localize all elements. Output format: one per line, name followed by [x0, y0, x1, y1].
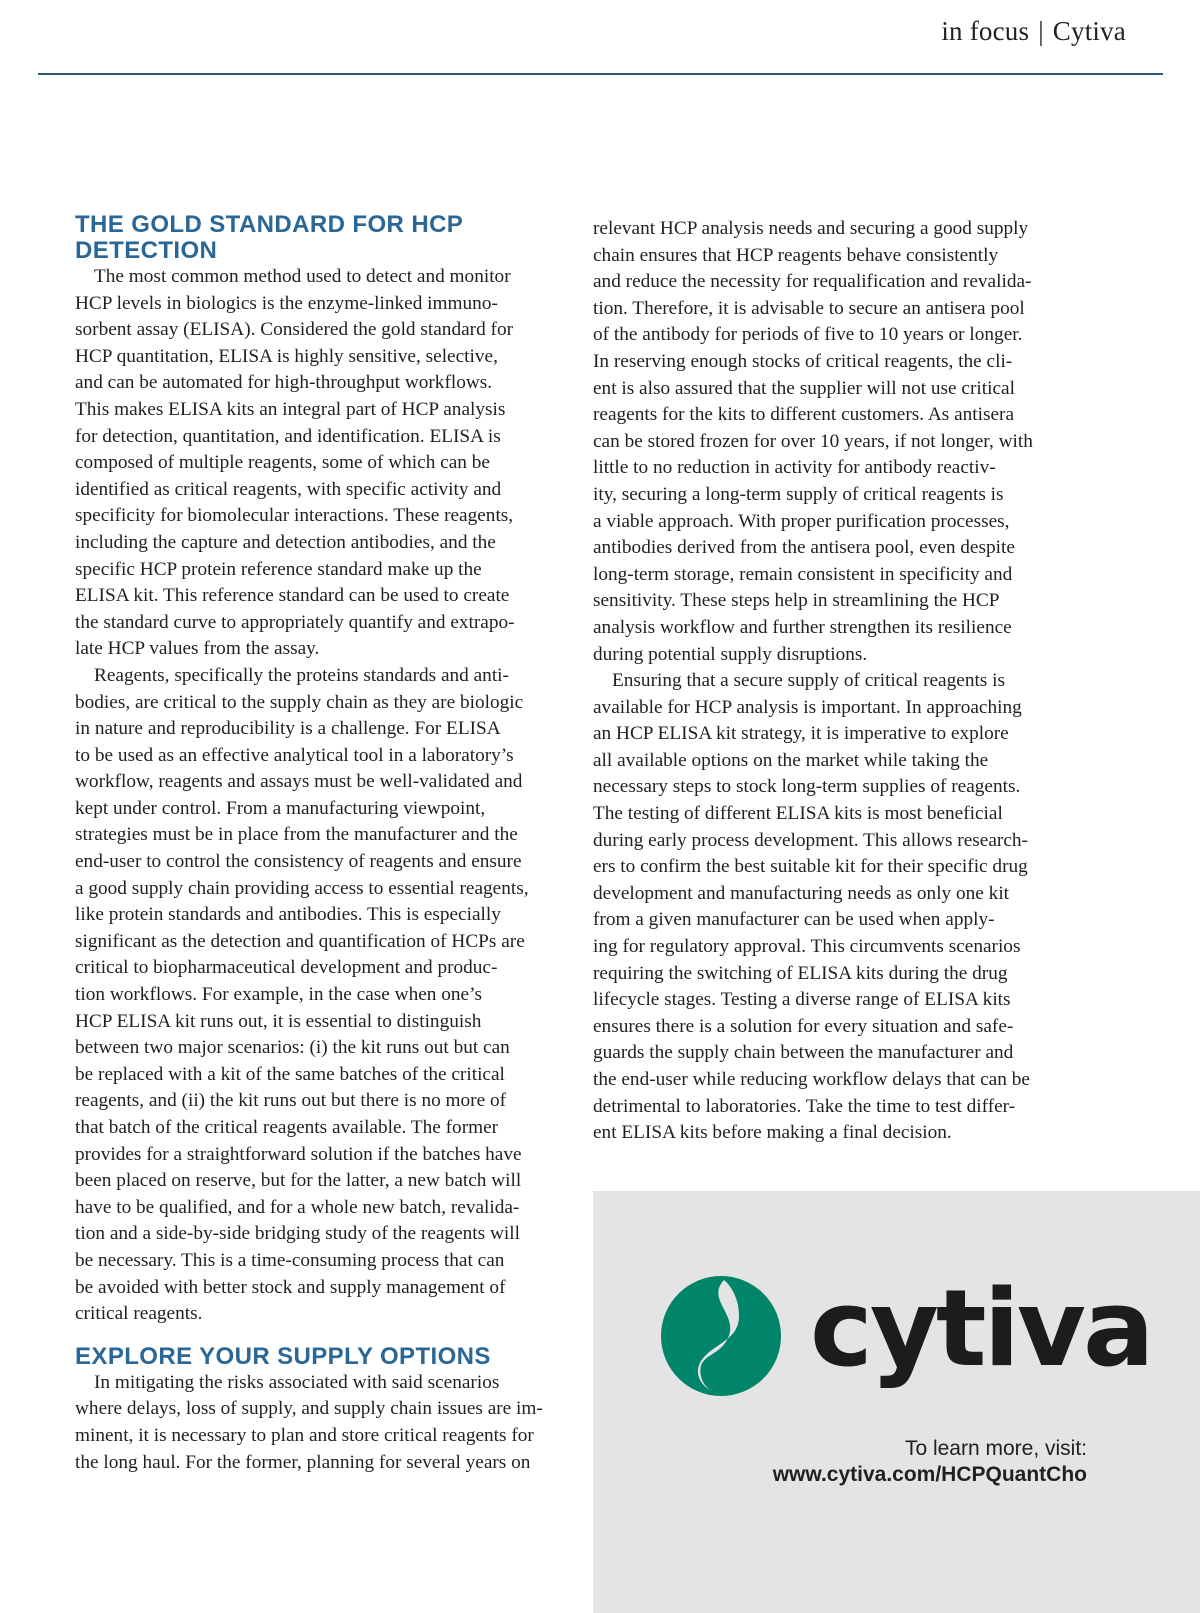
learn-more-text: To learn more, visit: — [904, 1437, 1087, 1460]
text-line: critical to biopharmaceutical development and produc- — [75, 957, 498, 979]
text-line: be necessary. This is a time-consuming process that can — [75, 1249, 505, 1271]
text-line: have to be qualified, and for a whole new batch, revalida- — [75, 1196, 520, 1218]
text-line: ity, securing a long-term supply of critical reagents is — [593, 483, 1004, 505]
text-line: development and manufacturing needs as only one kit — [593, 882, 1010, 904]
text-line: HCP quantitation, ELISA is highly sensitive, selective, — [75, 345, 498, 367]
text-line: end-user to control the consistency of reagents and ensure — [75, 851, 522, 873]
promo-url-link[interactable]: www.cytiva.com/HCPQuantCho — [772, 1463, 1087, 1486]
text-line: specificity for biomolecular interactions. These reagents, — [75, 505, 514, 527]
text-line: the standard curve to appropriately quantify and extrapo- — [75, 611, 515, 633]
text-line: ers to confirm the best suitable kit for their specific drug — [593, 856, 1028, 878]
text-line: and can be automated for high-throughput workflows. — [75, 372, 493, 394]
text-line: the end-user while reducing workflow delays that can be — [593, 1069, 1030, 1090]
text-line: that batch of the critical reagents available. The former — [75, 1117, 499, 1138]
text-line: tion. Therefore, it is advisable to secure an antisera pool — [593, 297, 1025, 319]
paragraph — [75, 264, 570, 663]
text-line: requiring the switching of ELISA kits during the drug — [593, 962, 1008, 984]
text-line: guards the supply chain between the manufacturer and — [593, 1042, 1014, 1064]
text-line: sorbent assay (ELISA). Considered the gold standard for — [75, 319, 514, 341]
heading-line: DETECTION — [75, 237, 218, 264]
cytiva-logo-mark-icon — [661, 1276, 781, 1396]
text-line: Ensuring that a secure supply of critical reagents is — [612, 670, 1005, 692]
text-line: ensures there is a solution for every situation and safe- — [593, 1015, 1014, 1037]
header-separator: | — [1038, 16, 1044, 46]
text-line: kept under control. From a manufacturing viewpoint, — [75, 797, 486, 819]
text-line: provides for a straightforward solution if the batches have — [75, 1143, 522, 1165]
text-line: during early process development. This allows research- — [593, 829, 1028, 851]
text-line: tion and a side-by-side bridging study of the reagents will — [75, 1223, 520, 1245]
text-line: bodies, are critical to the supply chain as they are biologic — [75, 691, 524, 713]
text-line: The testing of different ELISA kits is most beneficial — [593, 803, 1003, 825]
text-line: a viable approach. With proper purification processes, — [593, 510, 1010, 532]
text-line: necessary steps to stock long-term supplies of reagents. — [593, 776, 1021, 798]
text-line: long-term storage, remain consistent in specificity and — [593, 563, 1013, 585]
text-line: ent is also assured that the supplier will not use critical — [593, 377, 1015, 399]
text-line: critical reagents. — [75, 1303, 203, 1325]
paragraph — [593, 216, 1088, 668]
text-line: sensitivity. These steps help in streamlining the HCP — [593, 590, 1000, 612]
text-line: Reagents, specifically the proteins standards and anti- — [94, 664, 509, 686]
text-line: In reserving enough stocks of critical reagents, the cli- — [593, 350, 1013, 372]
text-line: during potential supply disruptions. — [593, 643, 868, 665]
right-column — [593, 216, 1088, 1147]
text-line: ent ELISA kits before making a final decision. — [593, 1122, 952, 1144]
text-line: The most common method used to detect and monitor — [94, 266, 511, 287]
heading-supply-options: EXPLORE YOUR SUPPLY OPTIONS — [75, 1342, 491, 1370]
heading-line: THE GOLD STANDARD FOR HCP — [75, 211, 464, 238]
text-line: identified as critical reagents, with specific activity and — [75, 478, 502, 500]
text-line: HCP ELISA kit runs out, it is essential to distinguish — [75, 1010, 482, 1032]
text-line: of the antibody for periods of five to 10 years or longer. — [593, 324, 1023, 346]
text-line: be avoided with better stock and supply management of — [75, 1276, 506, 1298]
text-line: like protein standards and antibodies. This is especially — [75, 904, 501, 926]
text-line: can be stored frozen for over 10 years, if not longer, with — [593, 430, 1033, 452]
text-line: chain ensures that HCP reagents behave consistently — [593, 244, 999, 266]
text-line: analysis workflow and further strengthen its resilience — [593, 616, 1012, 638]
left-column — [75, 212, 570, 1476]
text-line: HCP levels in biologics is the enzyme-linked immuno- — [75, 292, 498, 314]
text-line: ing for regulatory approval. This circumvents scenarios — [593, 936, 1021, 958]
promo-box — [593, 1191, 1200, 1613]
text-line: composed of multiple reagents, some of which can be — [75, 452, 490, 474]
text-line: strategies must be in place from the manufacturer and the — [75, 824, 518, 846]
text-line: an HCP ELISA kit strategy, it is imperative to explore — [593, 723, 1009, 745]
text-line: specific HCP protein reference standard make up the — [75, 558, 482, 580]
text-line: been placed on reserve, but for the latter, a new batch will — [75, 1170, 522, 1192]
text-line: late HCP values from the assay. — [75, 638, 320, 660]
text-line: the long haul. For the former, planning for several years on — [75, 1451, 531, 1473]
text-line: In mitigating the risks associated with said scenarios — [94, 1371, 500, 1393]
text-line: be replaced with a kit of the same batches of the critical — [75, 1063, 505, 1085]
cytiva-wordmark: cytiva — [810, 1267, 1152, 1390]
text-line: a good supply chain providing access to essential reagents, — [75, 877, 529, 899]
paragraph — [75, 663, 570, 1328]
text-line: including the capture and detection antibodies, and the — [75, 531, 496, 553]
text-line: lifecycle stages. Testing a diverse range of ELISA kits — [593, 989, 1011, 1011]
text-line: relevant HCP analysis needs and securing a good supply — [593, 218, 1029, 239]
text-line: to be used as an effective analytical tool in a laboratory’s — [75, 744, 514, 766]
text-line: where delays, loss of supply, and supply chain issues are im- — [75, 1398, 543, 1420]
text-line: for detection, quantitation, and identification. ELISA is — [75, 425, 501, 447]
text-line: all available options on the market while taking the — [593, 749, 989, 771]
text-line: workflow, reagents and assays must be well-validated and — [75, 771, 523, 793]
text-line: detrimental to laboratories. Take the time to test differ- — [593, 1095, 1016, 1117]
text-line: minent, it is necessary to plan and store critical reagents for — [75, 1424, 534, 1446]
text-line: little to no reduction in activity for antibody reactiv- — [593, 457, 996, 479]
text-line: between two major scenarios: (i) the kit runs out but can — [75, 1037, 510, 1059]
paragraph — [75, 1370, 570, 1476]
text-line: reagents for the kits to different customers. As antisera — [593, 404, 1015, 426]
text-line: from a given manufacturer can be used when apply- — [593, 909, 995, 931]
text-line: antibodies derived from the antisera pool, even despite — [593, 537, 1015, 559]
text-line: ELISA kit. This reference standard can be used to create — [75, 585, 510, 607]
text-line: reagents, and (ii) the kit runs out but there is no more of — [75, 1090, 507, 1112]
header-section: in focus — [941, 16, 1030, 46]
text-line: in nature and reproducibility is a challenge. For ELISA — [75, 718, 501, 740]
text-line: significant as the detection and quantification of HCPs are — [75, 930, 525, 952]
running-header — [941, 16, 1126, 47]
header-brand: Cytiva — [1052, 16, 1126, 46]
text-line: tion workflows. For example, in the case when one’s — [75, 984, 482, 1006]
text-line: available for HCP analysis is important. In approaching — [593, 696, 1022, 718]
text-line: and reduce the necessity for requalification and revalida- — [593, 271, 1032, 293]
text-line: This makes ELISA kits an integral part of HCP analysis — [75, 398, 506, 420]
heading-gold-standard — [75, 212, 570, 264]
paragraph — [593, 668, 1088, 1147]
header-rule — [38, 73, 1163, 75]
